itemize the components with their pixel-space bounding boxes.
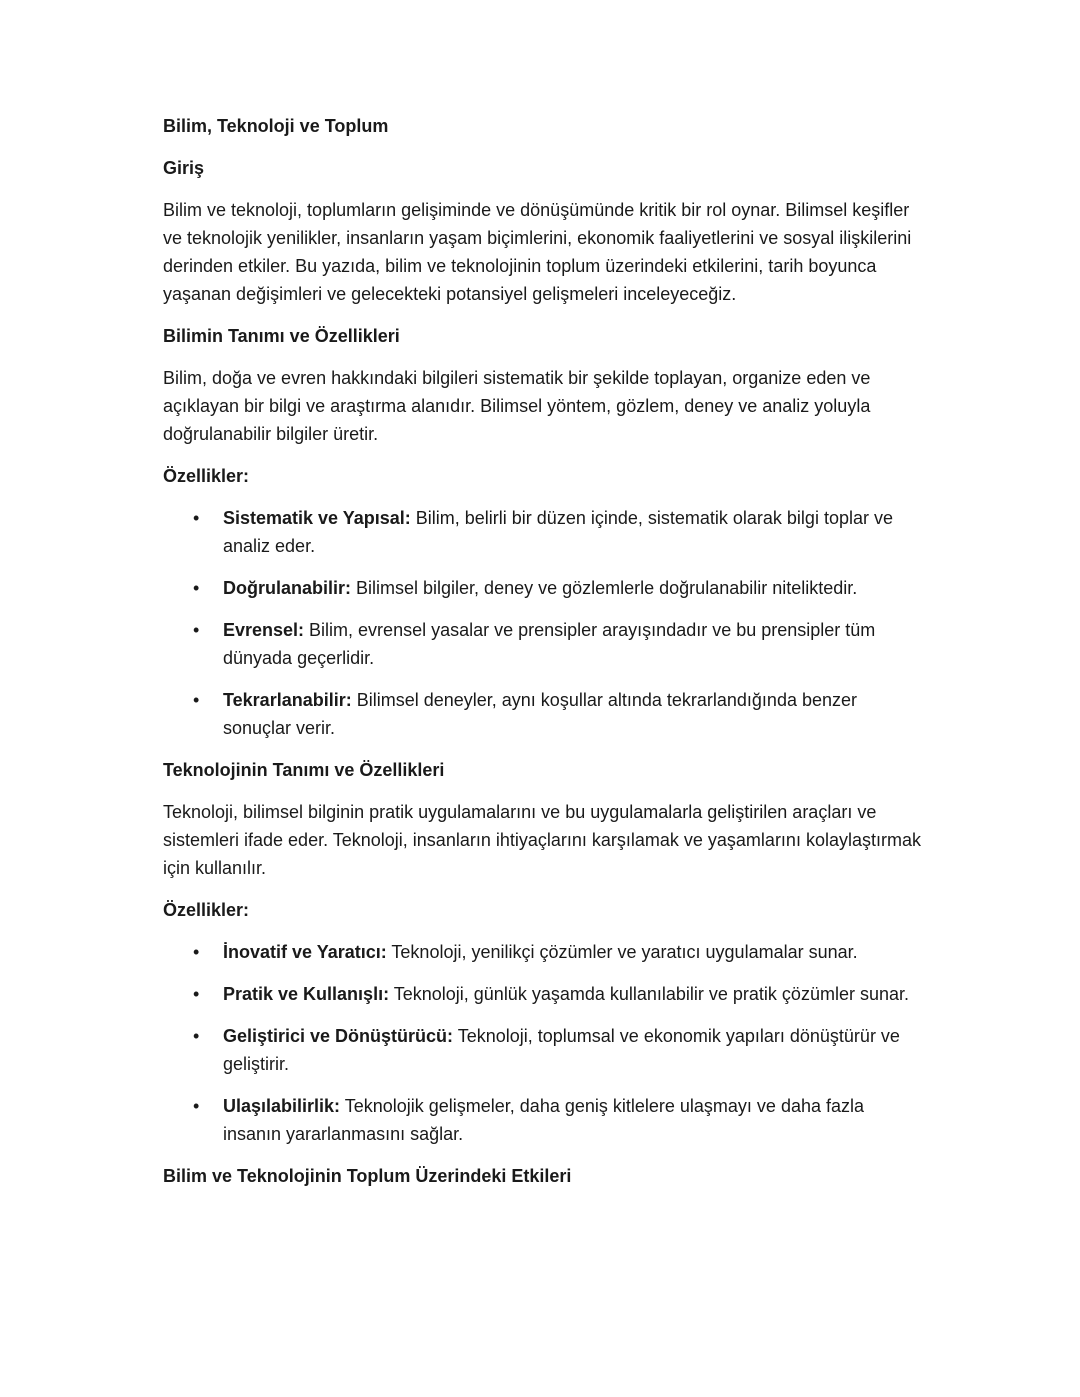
bullet-icon: • xyxy=(193,942,200,962)
list-item xyxy=(163,616,923,672)
bullet-icon: • xyxy=(193,1096,200,1116)
science-features-list xyxy=(163,504,923,742)
technology-paragraph: Teknoloji, bilimsel bilginin pratik uygulamalarını ve bu uygulamalarla geliştirilen araçları ve sistemleri ifade eder. Teknoloji, insanların ihtiyaçlarını karşılamak ve yaşamlarını kolaylaştırmak için kullanılır. xyxy=(163,802,921,878)
document-page xyxy=(163,112,923,1204)
feature-term: Tekrarlanabilir: xyxy=(223,690,352,710)
feature-description: Bilim, evrensel yasalar ve prensipler arayışındadır ve bu prensipler tüm dünyada geçerlidir. xyxy=(223,620,876,668)
bullet-icon: • xyxy=(193,620,200,640)
list-item xyxy=(163,1022,923,1078)
list-item xyxy=(163,686,923,742)
feature-term: Ulaşılabilirlik: xyxy=(223,1096,341,1116)
bullet-icon: • xyxy=(193,508,200,528)
science-paragraph: Bilim, doğa ve evren hakkındaki bilgileri sistematik bir şekilde toplayan, organize eden ve açıklayan bir bilgi ve araştırma alanıdır. Bilimsel yöntem, gözlem, deney ve analiz yoluyla doğrulanabilir bilgiler üretir. xyxy=(163,368,871,444)
bullet-icon: • xyxy=(193,690,200,710)
bullet-icon: • xyxy=(193,984,200,1004)
science-heading: Bilimin Tanımı ve Özellikleri xyxy=(163,326,400,346)
feature-description: Bilim, belirli bir düzen içinde, sistematik olarak bilgi toplar ve analiz eder. xyxy=(223,508,893,556)
feature-term: Doğrulanabilir: xyxy=(223,578,352,598)
technology-features-label: Özellikler: xyxy=(163,900,250,920)
feature-term: Evrensel: xyxy=(223,620,305,640)
document-title: Bilim, Teknoloji ve Toplum xyxy=(163,116,389,136)
list-item xyxy=(163,574,923,602)
feature-description: Teknolojik gelişmeler, daha geniş kitlelere ulaşmayı ve daha fazla insanın yararlanmasını sağlar. xyxy=(223,1096,865,1144)
intro-paragraph: Bilim ve teknoloji, toplumların gelişiminde ve dönüşümünde kritik bir rol oynar. Bilimsel keşifler ve teknolojik yenilikler, insanların yaşam biçimlerini, ekonomik faaliyetlerini ve sosyal ilişkilerini derinden etkiler. Bu yazıda, bilim ve teknolojinin toplum üzerindeki etkilerini, tarih boyunca yaşanan değişimleri ve gelecekteki potansiyel gelişmeleri inceleyeceğiz. xyxy=(163,200,912,304)
feature-term: İnovatif ve Yaratıcı: xyxy=(223,942,387,962)
science-features-label: Özellikler: xyxy=(163,466,250,486)
list-item xyxy=(163,1092,923,1148)
bullet-icon: • xyxy=(193,1026,200,1046)
feature-description: Teknoloji, günlük yaşamda kullanılabilir ve pratik çözümler sunar. xyxy=(389,984,909,1004)
technology-features-list xyxy=(163,938,923,1148)
technology-heading: Teknolojinin Tanımı ve Özellikleri xyxy=(163,760,445,780)
feature-term: Geliştirici ve Dönüştürücü: xyxy=(223,1026,454,1046)
bullet-icon: • xyxy=(193,578,200,598)
impact-heading: Bilim ve Teknolojinin Toplum Üzerindeki Etkileri xyxy=(163,1166,572,1186)
list-item xyxy=(163,504,923,560)
list-item xyxy=(163,938,923,966)
feature-description: Bilimsel bilgiler, deney ve gözlemlerle doğrulanabilir niteliktedir. xyxy=(351,578,858,598)
feature-description: Teknoloji, toplumsal ve ekonomik yapıları dönüştürür ve geliştirir. xyxy=(223,1026,900,1074)
feature-description: Teknoloji, yenilikçi çözümler ve yaratıcı uygulamalar sunar. xyxy=(386,942,858,962)
feature-term: Sistematik ve Yapısal: xyxy=(223,508,411,528)
feature-term: Pratik ve Kullanışlı: xyxy=(223,984,390,1004)
list-item xyxy=(163,980,923,1008)
intro-heading: Giriş xyxy=(163,158,205,178)
feature-description: Bilimsel deneyler, aynı koşullar altında tekrarlandığında benzer sonuçlar verir. xyxy=(223,690,858,738)
